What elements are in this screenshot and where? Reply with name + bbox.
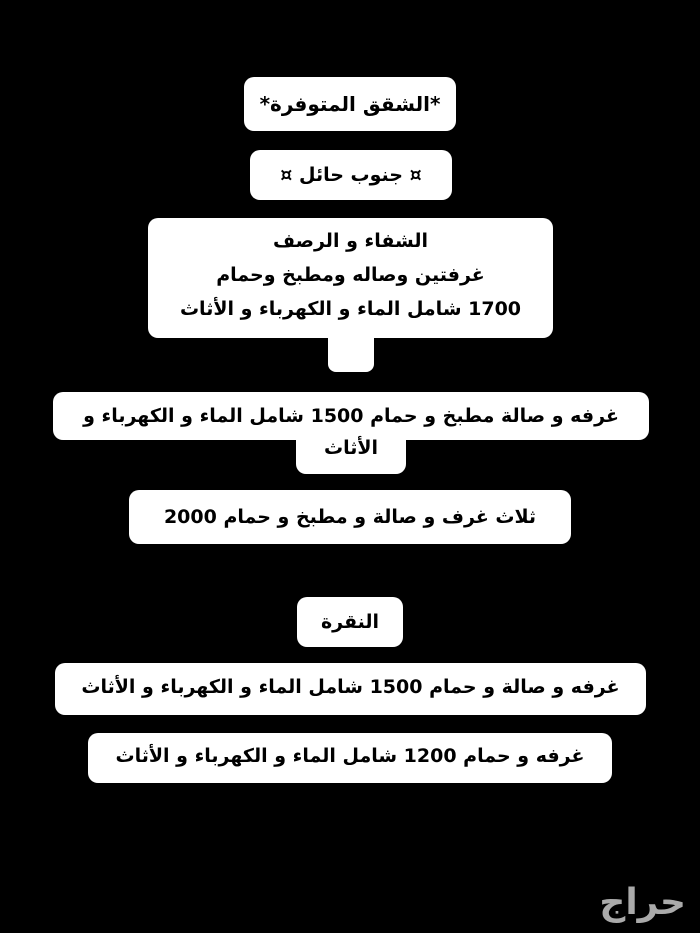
listing-shifa-rasf bbox=[148, 218, 553, 338]
area-name: الشفاء و الرصف bbox=[273, 230, 428, 252]
listing-description: غرفتين وصاله ومطبخ وحمام bbox=[216, 264, 485, 286]
page-title: *الشقق المتوفرة* bbox=[259, 92, 441, 116]
connector bbox=[328, 330, 374, 372]
title-box bbox=[244, 77, 456, 131]
listing-nuqrah-1200 bbox=[88, 733, 612, 783]
listing-nuqrah-1500 bbox=[55, 663, 646, 715]
section-heading-nuqrah bbox=[297, 597, 403, 647]
listing-offer-2000 bbox=[129, 490, 571, 544]
listing-line: غرفه و صالة مطبخ و حمام 1500 شامل الماء و الكهرباء و bbox=[83, 405, 619, 427]
listing-line: غرفه و صالة و حمام 1500 شامل الماء و الكهرباء و الأثاث bbox=[81, 676, 620, 698]
section-heading-south-hail bbox=[250, 150, 452, 200]
haraj-watermark: حراج bbox=[599, 882, 686, 923]
listing-line: غرفه و حمام 1200 شامل الماء و الكهرباء و الأثاث bbox=[115, 745, 585, 767]
section-heading-label: النقرة bbox=[320, 611, 380, 633]
listing-line: ثلاث غرف و صالة و مطبخ و حمام 2000 bbox=[163, 506, 537, 528]
section-heading-label: ¤ جنوب حائل ¤ bbox=[280, 164, 422, 186]
listing-price: 1700 شامل الماء و الكهرباء و الأثاث bbox=[179, 298, 522, 320]
listing-offer-1500-continued bbox=[296, 430, 406, 474]
listing-line: الأثاث bbox=[323, 437, 379, 459]
